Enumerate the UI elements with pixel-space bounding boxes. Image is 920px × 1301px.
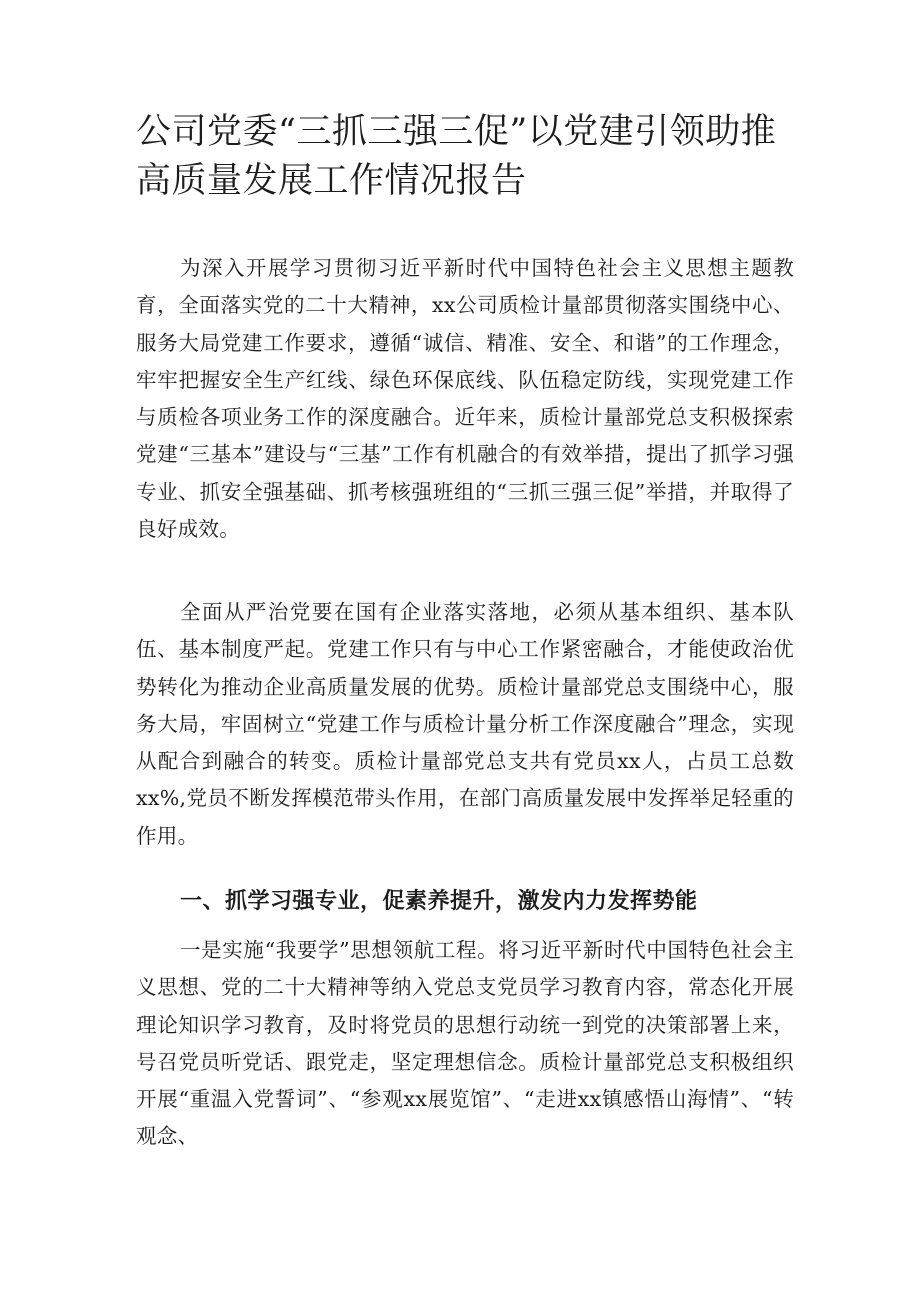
section-heading: 一、抓学习强专业，促素养提升，激发内力发挥势能	[180, 888, 698, 914]
context-paragraph: 全面从严治党要在国有企业落实落地，必须从基本组织、基本队伍、基本制度严起。党建工作只有与中心工作紧密融合，才能使政治优势转化为推动企业高质量发展的优势。质检计量部党总支围绕中心，服务大局，牢固树立“党建工作与质检计量分析工作深度融合”理念，实现从配合到融合的转变。质检计量部党总支共有党员xx人，占员工总数xx%,党员不断发挥模范带头作用，在部门高质量发展中发挥举足轻重的作用。	[136, 600, 794, 848]
section-paragraph: 一是实施“我要学”思想领航工程。将习近平新时代中国特色社会主义思想、党的二十大精神等纳入党总支党员学习教育内容，常态化开展理论知识学习教育，及时将党员的思想行动统一到党的决策部署上来，号召党员听党话、跟党走，坚定理想信念。质检计量部党总支积极组织开展“重温入党誓词”、“参观xx展览馆”、“走进xx镇感悟山海情”、“转观念、	[136, 938, 794, 1149]
document-title: 公司党委“三抓三强三促”以党建引领助推高质量发展工作情况报告	[136, 112, 777, 201]
intro-paragraph: 为深入开展学习贯彻习近平新时代中国特色社会主义思想主题教育，全面落实党的二十大精神，xx公司质检计量部贯彻落实围绕中心、服务大局党建工作要求，遵循“诚信、精准、安全、和谐”的工作理念，牢牢把握安全生产红线、绿色环保底线、队伍稳定防线，实现党建工作与质检各项业务工作的深度融合。近年来，质检计量部党总支积极探索党建“三基本”建设与“三基”工作有机融合的有效举措，提出了抓学习强专业、抓安全强基础、抓考核强班组的“三抓三强三促”举措，并取得了良好成效。	[136, 256, 794, 542]
